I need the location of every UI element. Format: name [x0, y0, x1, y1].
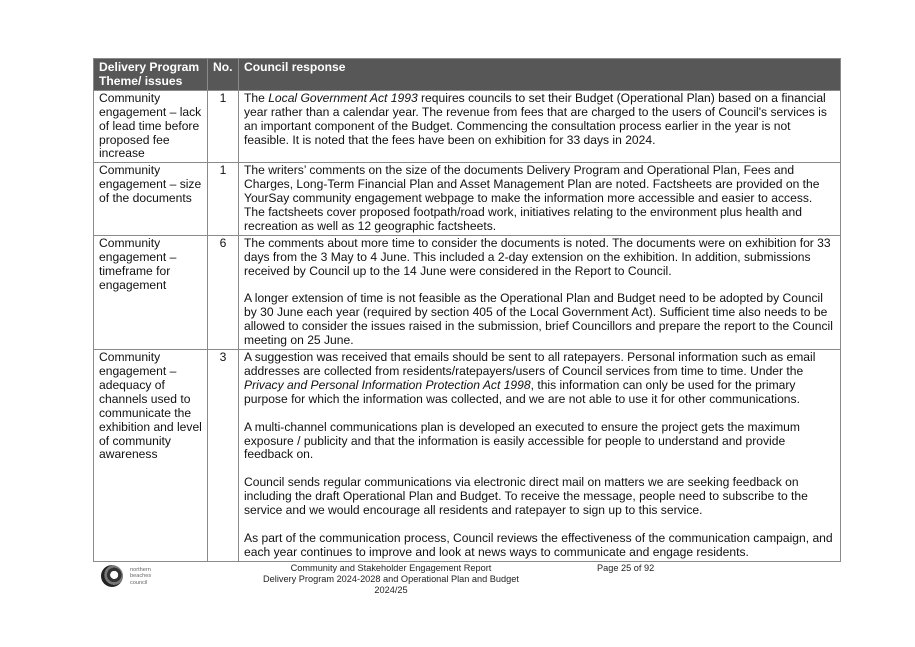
logo-wordmark — [130, 567, 151, 586]
page-number: Page 25 of 92 — [597, 563, 655, 573]
logo-word: beaches — [130, 573, 152, 580]
council-logo-icon — [101, 565, 123, 587]
legislation-title: Privacy and Personal Information Protection Act 1998 — [244, 377, 531, 392]
response-paragraph: A multi-channel communications plan is developed an executed to ensure the project gets the maximum exposure / publicity and that the information is easily accessible for people to understand and provide feedback on. — [244, 419, 800, 462]
submissions-table — [93, 58, 841, 562]
table-row — [94, 163, 841, 236]
table-row — [94, 350, 841, 562]
theme-cell: Community engagement – timeframe for engagement — [94, 235, 208, 349]
count-cell: 6 — [208, 235, 239, 349]
response-cell — [239, 235, 841, 349]
table-row — [94, 235, 841, 349]
legislation-title: Local Government Act 1993 — [268, 90, 418, 105]
logo-word: council — [130, 579, 148, 586]
column-header-response: Council response — [239, 59, 841, 91]
count-cell: 3 — [208, 350, 239, 562]
response-paragraph: As part of the communication process, Council reviews the effectiveness of the communication campaign, and each year continues to improve and look at news ways to communicate and engage residents. — [244, 530, 833, 559]
theme-cell: Community engagement – lack of lead time before proposed fee increase — [94, 90, 208, 163]
count-cell: 1 — [208, 163, 239, 236]
response-cell — [239, 163, 841, 236]
response-paragraph: The comments about more time to consider the documents is noted. The documents were on exhibition for 33 days from the 3 May to 4 June. This included a 2-day extension on the exhibition. In addition, submissions received by Council up to the 14 June were considered in the Report to Council. — [244, 235, 831, 278]
count-cell: 1 — [208, 90, 239, 163]
response-paragraph: The Local Government Act 1993 requires councils to set their Budget (Operational Plan) based on a financial year rather than a calendar year. The revenue from fees that are charged to the users of Council's services is an important component of the Budget. Commencing the consultation process earlier in the year is not feasible. It is noted that the fees have been on exhibition for 33 days in 2024. — [244, 90, 827, 147]
northern-beaches-council-logo — [101, 565, 156, 589]
response-cell — [239, 350, 841, 562]
response-paragraph: Council sends regular communications via electronic direct mail on matters we are seeking feedback on including the draft Operational Plan and Budget. To receive the message, people need to subscribe to the service and we would encourage all residents and ratepayer to sign up to this service. — [244, 475, 808, 518]
logo-word: northern — [130, 567, 151, 573]
response-cell — [239, 90, 841, 163]
table-row — [94, 90, 841, 163]
response-paragraph: The writers’ comments on the size of the documents Delivery Program and Operational Plan, Fees and Charges, Long-Term Financial Plan and Asset Management Plan are noted. Factsheets are provided on the YourSay community engagement webpage to make the information more accessible and easier to access. The factsheets cover proposed footpath/road work, initiatives relating to the environment plus health and recreation as well as 12 geographic factsheets. — [244, 163, 820, 233]
theme-cell: Community engagement – adequacy of channels used to communicate the exhibition and level of community awareness — [94, 350, 208, 562]
column-header-theme: Delivery Program Theme/ issues — [94, 59, 208, 91]
table-header-row — [94, 59, 841, 91]
theme-cell: Community engagement – size of the documents — [94, 163, 208, 236]
column-header-number: No. — [208, 59, 239, 91]
response-paragraph: A longer extension of time is not feasible as the Operational Plan and Budget need to be adopted by Council by 30 June each year (required by section 405 of the Local Government Act). Sufficient time also needs to be allowed to consider the issues raised in the submission, brief Councillors and prepare the report to the Council meeting on 25 June. — [244, 291, 833, 348]
report-subtitle: Delivery Program 2024-2028 and Operational Plan and Budget 2024/25 — [263, 574, 519, 595]
response-paragraph: A suggestion was received that emails should be sent to all ratepayers. Personal information such as email addresses are collected from residents/ratepayers/users of Council services from time to time. Under the Privacy and Personal Information Protection Act 1998, this information can only be used for the primary purpose for which the information was collected, and we are not able to use it for other communications. — [244, 350, 816, 406]
report-title: Community and Stakeholder Engagement Report — [290, 563, 492, 573]
footer-titles — [256, 563, 526, 596]
